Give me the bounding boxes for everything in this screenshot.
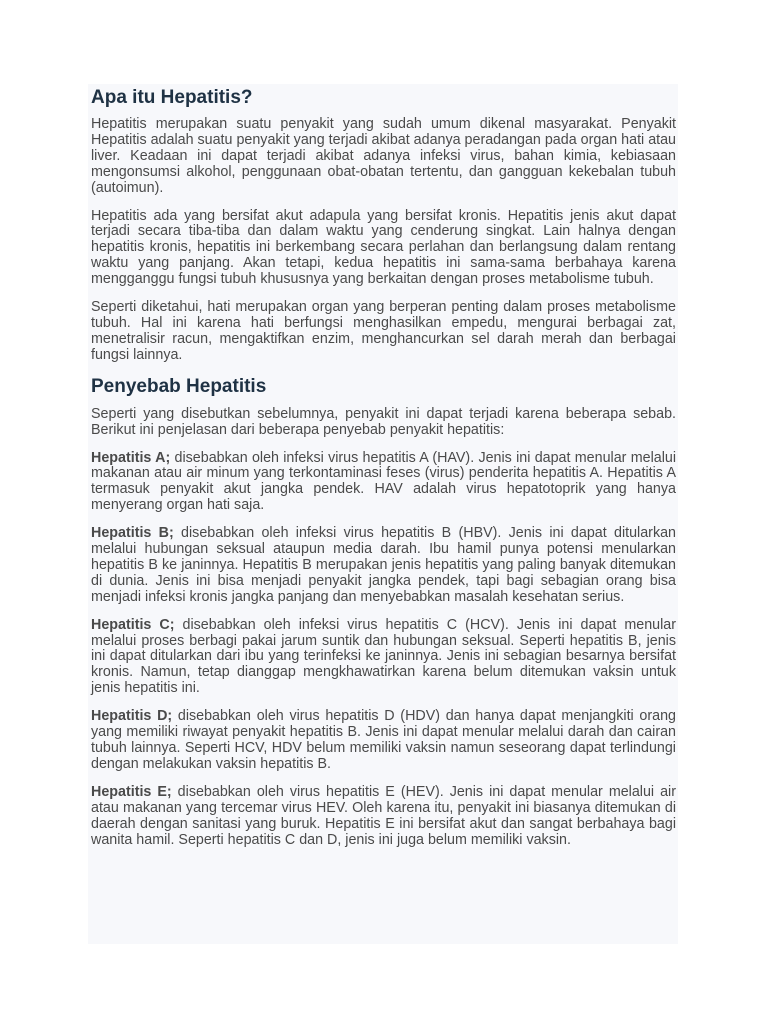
paragraph-hepatitis-e <box>91 785 676 849</box>
paragraph-acute-chronic: Hepatitis ada yang bersifat akut adapula yang bersifat kronis. Hepatitis jenis akut dapat terjadi secara tiba-tiba dan dalam waktu yang cenderung singkat. Lain halnya dengan hepatitis kronis, hepatitis ini berkembang secara perlahan dan berlangsung dalam rentang waktu yang panjang. Akan tetapi, kedua hepatitis ini sama-sama berbahaya karena mengganggu fungsi tubuh khususnya yang berkaitan dengan proses metabolisme tubuh. <box>91 207 676 288</box>
paragraph-liver-function: Seperti diketahui, hati merupakan organ yang berperan penting dalam proses metabolisme tubuh. Hal ini karena hati berfungsi menghasilkan empedu, mengurai berbagai zat, menetralisir racun, mengaktifkan enzim, menghancurkan sel darah merah dan berbagai fungsi lainnya. <box>91 299 676 363</box>
hepatitis-b-label: Hepatitis B; <box>91 525 174 542</box>
document-page <box>88 84 678 944</box>
hepatitis-c-text: disebabkan oleh infeksi virus hepatitis C (HCV). Jenis ini dapat menular melalui proses berbagi pakai jarum suntik dan hubungan seksual. Seperti hepatitis B, jenis ini dapat ditularkan dari ibu yang terinfeksi ke janinnya. Jenis ini sebagian besarnya bersifat kronis. Namun, tetap dianggap mengkhawatirkan karena belum ditemukan vaksin untuk jenis hepatitis ini. <box>91 616 677 697</box>
paragraph-causes-intro: Seperti yang disebutkan sebelumnya, penyakit ini dapat terjadi karena beberapa sebab. Berikut ini penjelasan dari beberapa penyebab penyakit hepatitis: <box>91 405 676 438</box>
hepatitis-c-label: Hepatitis C; <box>91 616 175 633</box>
hepatitis-b-text: disebabkan oleh infeksi virus hepatitis B (HBV). Jenis ini dapat ditularkan melalui hubungan seksual ataupun media darah. Ibu hamil punya potensi menularkan hepatitis B ke janinnya. Hepatitis B merupakan jenis hepatitis yang paling banyak ditemukan di dunia. Jenis ini bisa menjadi penyakit jangka pendek, tapi bagi sebagian orang bisa menjadi infeksi kronis jangka panjang dan menyebabkan masalah kesehatan serius. <box>91 525 676 605</box>
section-title-penyebab-hepatitis: Penyebab Hepatitis <box>91 375 267 397</box>
hepatitis-a-text: disebabkan oleh infeksi virus hepatitis A (HAV). Jenis ini dapat menular melalui makanan atau air minum yang terkontaminasi feses (virus) penderita hepatitis A. Hepatitis A termasuk penyakit akut jangka pendek. HAV adalah virus hepatotoprik yang hanya menyerang organ hati saja. <box>91 449 677 514</box>
hepatitis-a-label: Hepatitis A; <box>91 449 171 466</box>
hepatitis-e-text: disebabkan oleh virus hepatitis E (HEV). Jenis ini dapat menular melalui air atau makanan yang tercemar virus HEV. Oleh karena itu, penyakit ini biasanya ditemukan di daerah dengan sanitasi yang buruk. Hepatitis E ini bersifat akut dan sangat berbahaya bagi wanita hamil. Seperti hepatitis C dan D, jenis ini juga belum memiliki vaksin. <box>91 783 676 848</box>
paragraph-hepatitis-a <box>91 451 676 515</box>
paragraph-hepatitis-b <box>91 526 676 606</box>
hepatitis-e-label: Hepatitis E; <box>91 783 172 800</box>
paragraph-definition: Hepatitis merupakan suatu penyakit yang sudah umum dikenal masyarakat. Penyakit Hepatitis adalah suatu penyakit yang terjadi akibat adanya peradangan pada organ hati atau liver. Keadaan ini dapat terjadi akibat adanya infeksi virus, bahan kimia, kebiasaan mengonsumsi alkohol, penggunaan obat-obatan tertentu, dan gangguan kekebalan tubuh (autoimun). <box>91 116 677 196</box>
section-title-apa-itu-hepatitis: Apa itu Hepatitis? <box>91 87 253 108</box>
hepatitis-d-label: Hepatitis D; <box>91 708 173 725</box>
paragraph-hepatitis-c <box>91 618 676 698</box>
hepatitis-d-text: disebabkan oleh virus hepatitis D (HDV) dan hanya dapat menjangkiti orang yang memiliki riwayat penyakit hepatitis B. Jenis ini dapat menular melalui darah dan cairan tubuh lainnya. Seperti HCV, HDV belum memiliki vaksin namun seseorang dapat terlindungi dengan melakukan vaksin hepatitis B. <box>91 708 676 772</box>
paragraph-hepatitis-d <box>91 709 676 773</box>
